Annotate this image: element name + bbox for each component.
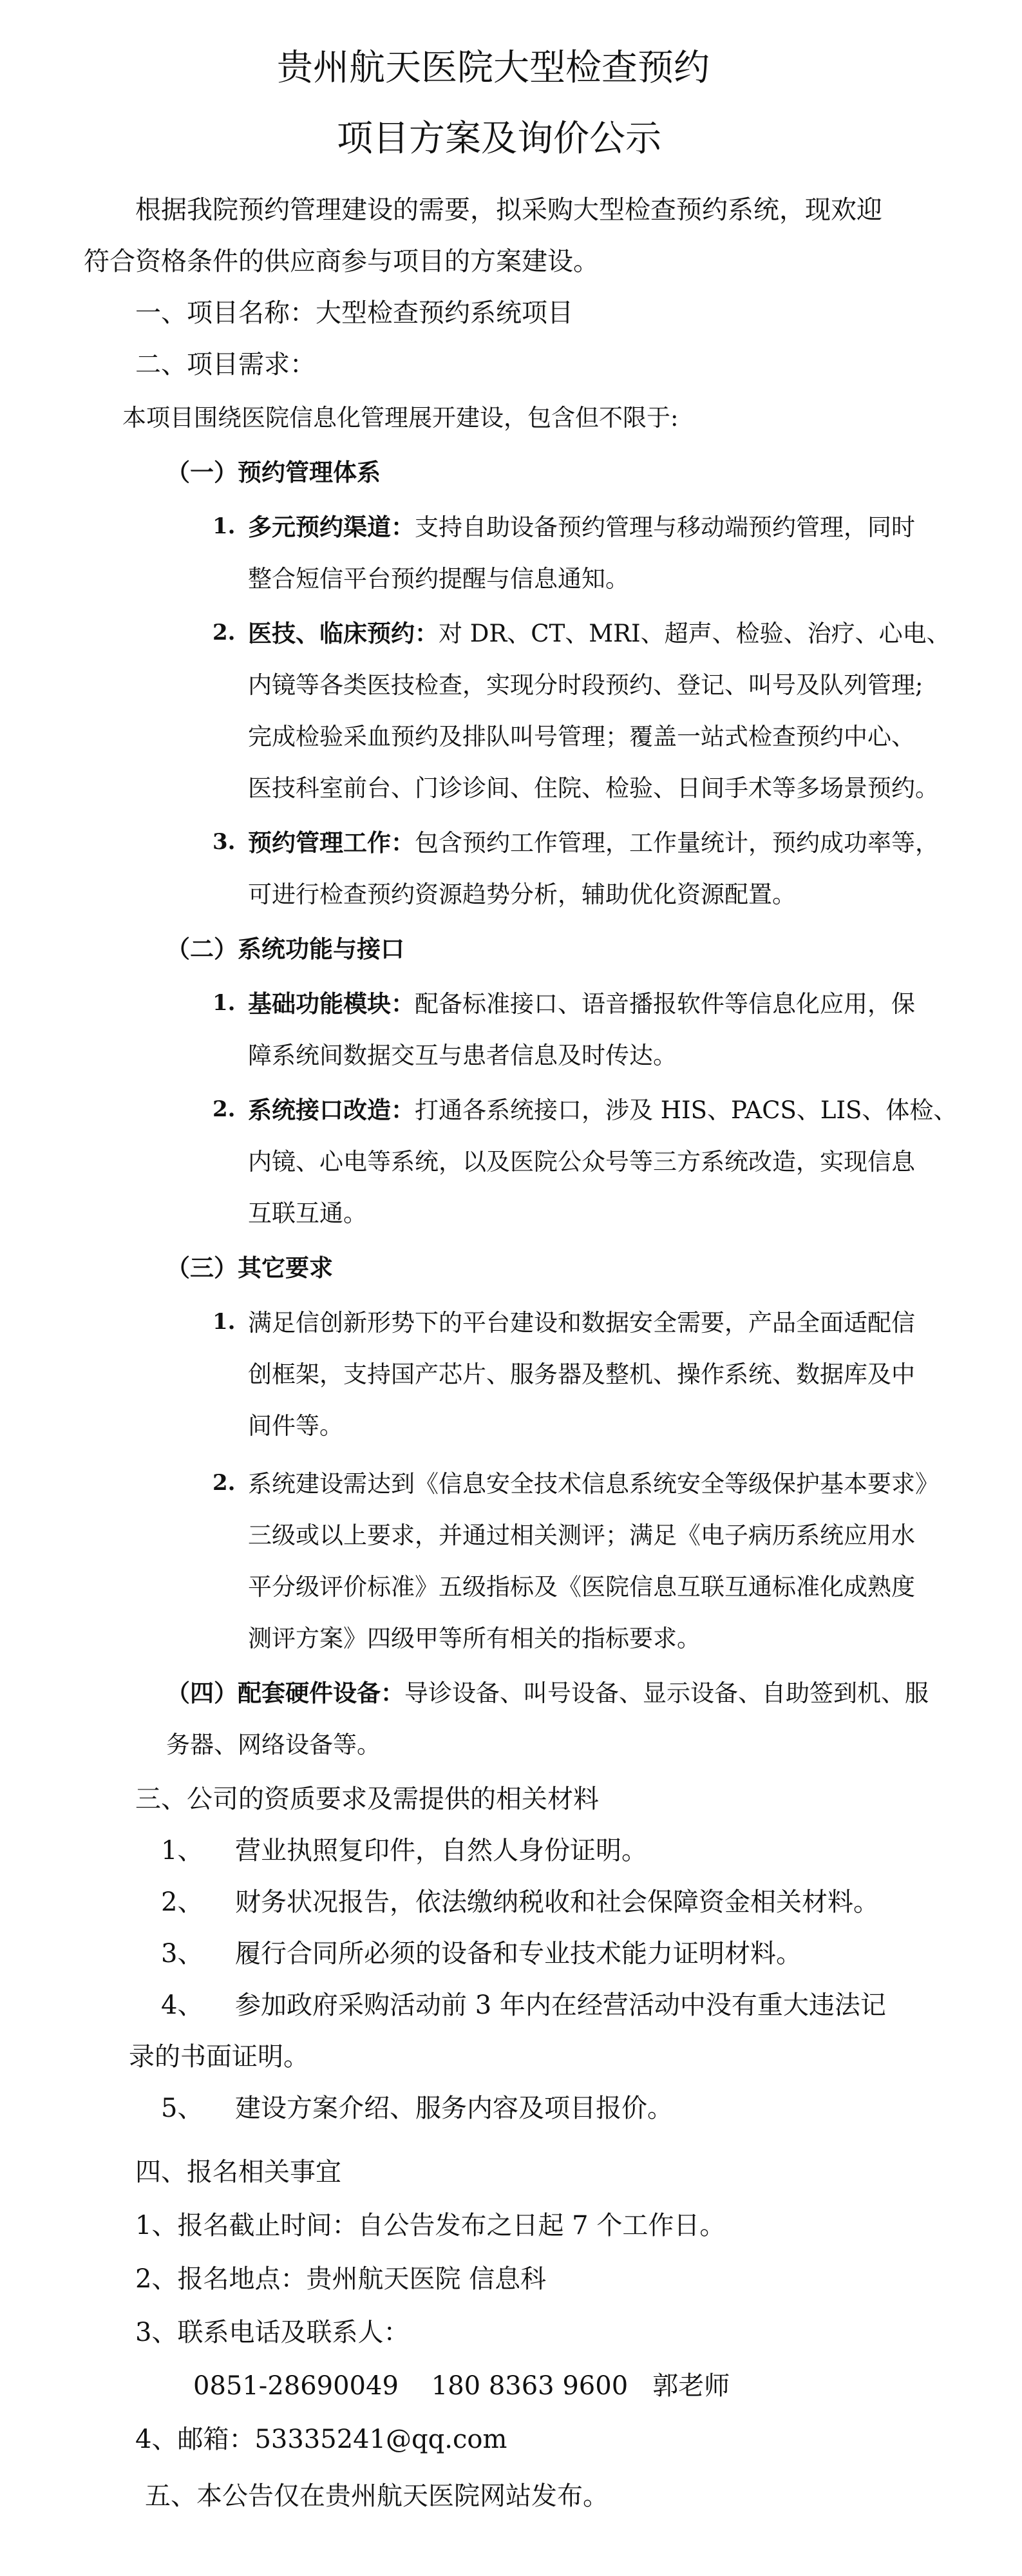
requirement-item-1: 营业执照复印件，自然人身份证明。 (235, 1836, 647, 1865)
requirement-item-4-line-1: 参加政府采购活动前 3 年内在经营活动中没有重大违法记 (235, 1990, 886, 2020)
list-item-2-line-3: 完成检验采血预约及排队叫号管理；覆盖一站式检查预约中心、 (248, 723, 915, 750)
section-3-heading: 三、公司的资质要求及需提供的相关材料 (135, 1784, 599, 1814)
section-5-notice: 五、本公告仅在贵州航天医院网站发布。 (145, 2481, 609, 2511)
list-item-2-line-1 (248, 619, 951, 647)
list-item-1-line-1: 满足信创新形势下的平台建设和数据安全需要，产品全面适配信 (248, 1309, 915, 1337)
subsection-1-heading: （一）预约管理体系 (166, 458, 381, 486)
list-number: 1、 (161, 1836, 203, 1865)
list-number: 1. (213, 990, 236, 1016)
list-item-1-line-1 (248, 989, 915, 1018)
list-item-text: 配备标准接口、语音播报软件等信息化应用，保 (415, 990, 915, 1018)
list-item-text: 打通各系统接口，涉及 HIS、PACS、LIS、体检、 (415, 1096, 958, 1124)
list-item-label: 基础功能模块： (248, 989, 415, 1018)
list-item-3-line-2: 可进行检查预约资源趋势分析，辅助优化资源配置。 (248, 881, 796, 908)
requirement-item-4-line-2: 录的书面证明。 (129, 2042, 309, 2072)
list-item-1-line-3: 间件等。 (248, 1412, 343, 1440)
list-number: 2. (213, 1096, 236, 1122)
section-2-intro: 本项目围绕医院信息化管理展开建设，包含但不限于: (122, 404, 679, 432)
section-4-heading: 四、报名相关事宜 (135, 2157, 341, 2187)
requirement-item-2: 财务状况报告，依法缴纳税收和社会保障资金相关材料。 (235, 1887, 879, 1917)
list-item-1-line-2: 创框架，支持国产芯片、服务器及整机、操作系统、数据库及中 (248, 1360, 915, 1388)
section-2-heading: 二、项目需求： (135, 350, 316, 379)
list-item-2-line-4: 测评方案》四级甲等所有相关的指标要求。 (248, 1625, 701, 1652)
page-title-line-2: 项目方案及询价公示 (337, 118, 661, 160)
email: 4、邮箱：53335241@qq.com (135, 2425, 507, 2454)
requirement-item-5: 建设方案介绍、服务内容及项目报价。 (235, 2094, 673, 2123)
list-item-2-line-3: 平分级评价标准》五级指标及《医院信息互联互通标准化成熟度 (248, 1573, 915, 1601)
list-item-2-line-4: 医技科室前台、门诊诊间、住院、检验、日间手术等多场景预约。 (248, 774, 939, 802)
list-item-label: 预约管理工作： (248, 828, 415, 857)
list-item-1-line-2: 整合短信平台预约提醒与信息通知。 (248, 565, 629, 593)
subsection-2-heading: （二）系统功能与接口 (166, 935, 404, 963)
list-number: 1. (213, 513, 236, 539)
list-item-2-line-2: 三级或以上要求，并通过相关测评；满足《电子病历系统应用水 (248, 1522, 915, 1549)
list-item-2-line-2: 内镜、心电等系统，以及医院公众号等三方系统改造，实现信息 (248, 1148, 915, 1176)
list-number: 3、 (161, 1939, 203, 1969)
list-number: 2、 (161, 1887, 203, 1917)
list-number: 1. (213, 1309, 236, 1335)
section-1-project-name: 一、项目名称：大型检查预约系统项目 (135, 298, 573, 328)
list-item-3-line-1 (248, 828, 939, 857)
subsection-3-heading: （三）其它要求 (166, 1254, 333, 1282)
list-item-2-line-2: 内镜等各类医技检查，实现分时段预约、登记、叫号及队列管理; (248, 671, 923, 699)
intro-line-2: 符合资格条件的供应商参与项目的方案建设。 (84, 247, 599, 276)
list-item-2-line-3: 互联互通。 (248, 1199, 367, 1227)
subsection-4-line-2: 务器、网络设备等。 (166, 1731, 381, 1759)
list-item-label: 多元预约渠道： (248, 513, 415, 541)
list-item-label: 系统接口改造： (248, 1096, 415, 1124)
contact-info: 0851-28690049 180 8363 9600 郭老师 (193, 2371, 730, 2401)
list-number: 5、 (161, 2094, 203, 2123)
list-item-text: 支持自助设备预约管理与移动端预约管理，同时 (415, 513, 915, 541)
list-item-text: 对 DR、CT、MRI、超声、检验、治疗、心电、 (439, 620, 951, 647)
list-item-2-line-1 (248, 1098, 957, 1122)
page-title-line-1: 贵州航天医院大型检查预约 (277, 47, 710, 89)
registration-location: 2、报名地点：贵州航天医院 信息科 (135, 2264, 547, 2294)
list-item-1-line-2: 障系统间数据交互与患者信息及时传达。 (248, 1042, 677, 1069)
list-number: 2. (213, 620, 236, 645)
subsection-4-label: （四）配套硬件设备： (166, 1679, 404, 1707)
intro-line-1: 根据我院预约管理建设的需要，拟采购大型检查预约系统，现欢迎 (135, 195, 882, 225)
subsection-4-line-1 (166, 1681, 929, 1705)
subsection-4-text: 导诊设备、叫号设备、显示设备、自助签到机、服 (404, 1679, 929, 1707)
registration-deadline: 1、报名截止时间：自公告发布之日起 7 个工作日。 (135, 2211, 726, 2240)
list-number: 4、 (161, 1990, 203, 2020)
list-item-2-line-1: 系统建设需达到《信息安全技术信息系统安全等级保护基本要求》 (248, 1470, 939, 1498)
contact-heading: 3、联系电话及联系人： (135, 2318, 410, 2347)
requirement-item-3: 履行合同所必须的设备和专业技术能力证明材料。 (235, 1939, 802, 1969)
list-number: 3. (213, 829, 236, 855)
list-item-1-line-1 (248, 515, 915, 539)
list-item-label: 医技、临床预约： (248, 619, 439, 647)
list-item-text: 包含预约工作管理，工作量统计，预约成功率等， (415, 829, 939, 857)
list-number: 2. (213, 1470, 236, 1496)
